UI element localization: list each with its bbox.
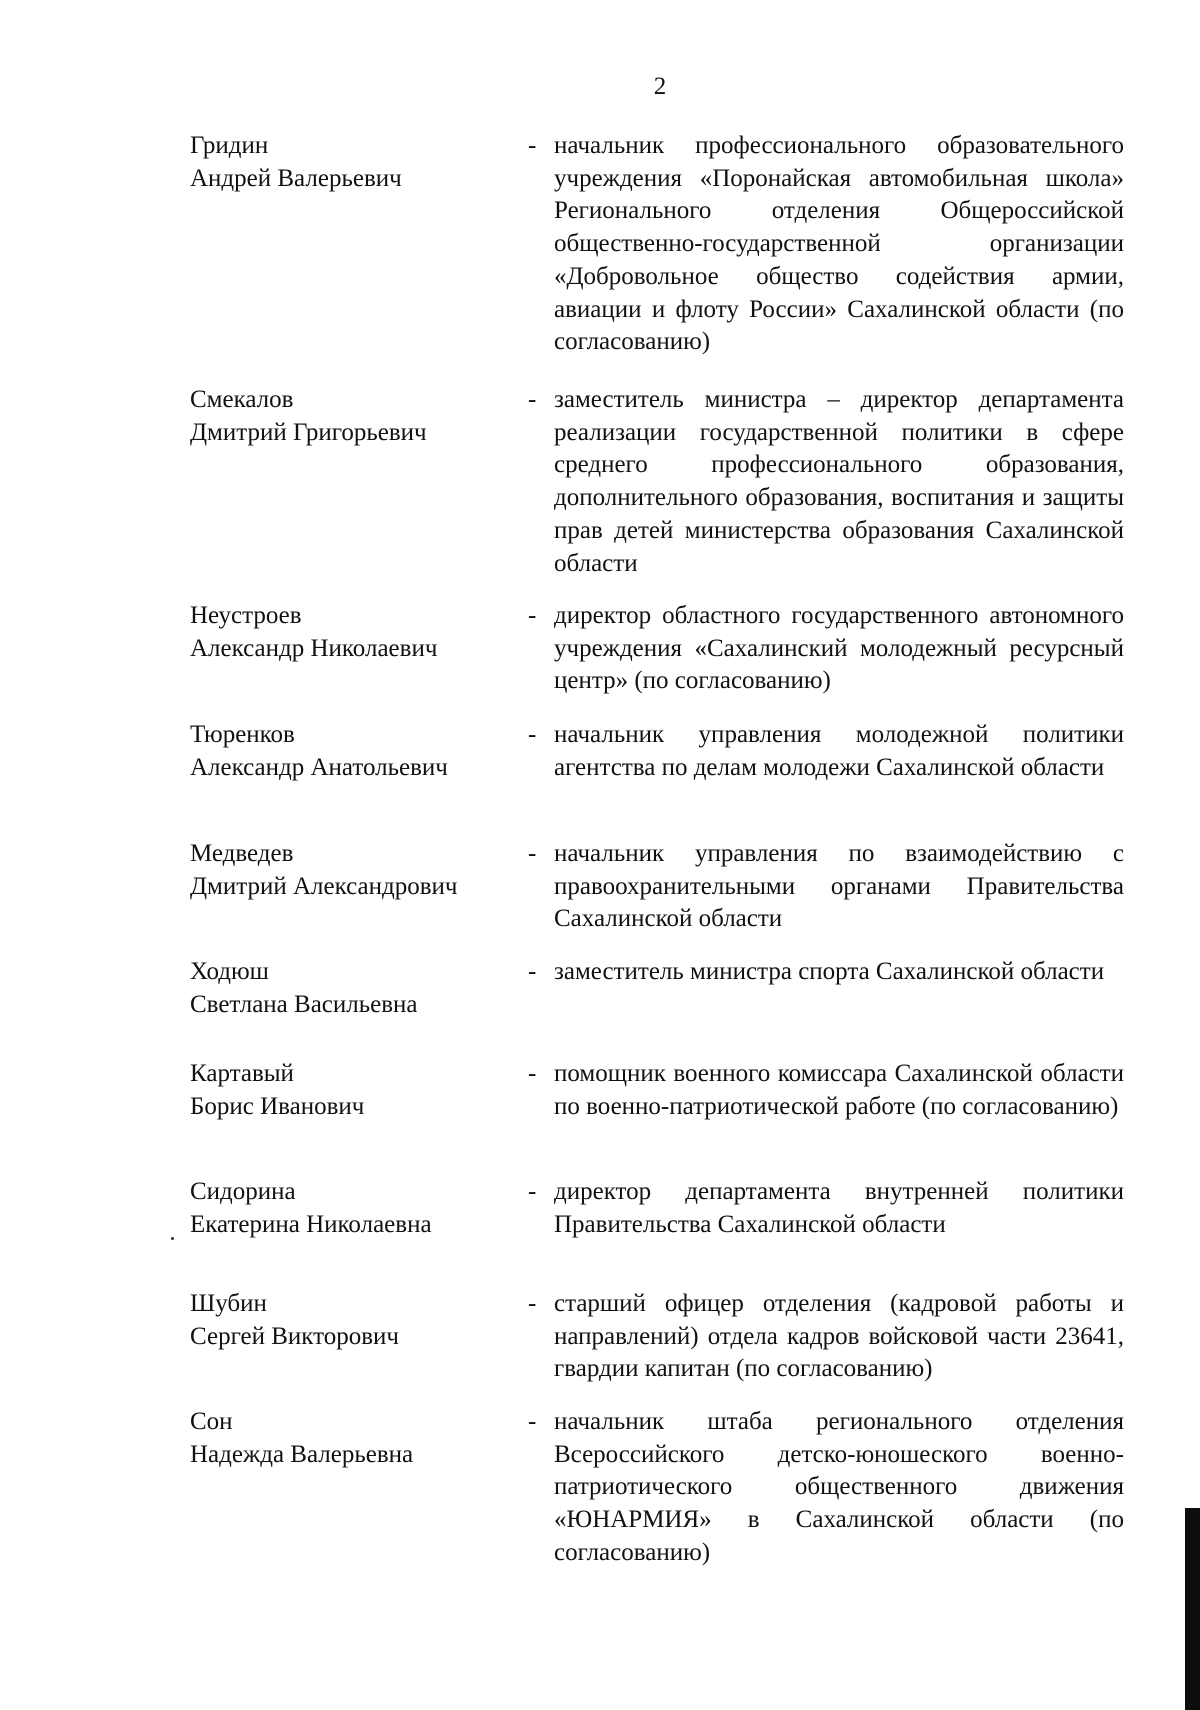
member-name — [190, 838, 520, 903]
member-given-name: Дмитрий Григорьевич — [190, 418, 427, 446]
member-position: начальник профессионального образовательного учреждения «Поронайская автомобильная школа» Регионального отделения Общероссийской общественно-государственной организации «Добровольное общество содействия армии, авиации и флоту России» Сахалинской области (по согласованию) — [554, 132, 1124, 356]
separator-dash: - — [528, 721, 537, 748]
member-position: начальник штаба регионального отделения Всероссийского детско-юношеского военно-патриотического общественного движения «ЮНАРМИЯ» в Сахалинской области (по согласованию) — [554, 1408, 1124, 1566]
member-name — [190, 384, 520, 449]
member-surname: Тюренков — [190, 721, 295, 748]
member-position: начальник управления молодежной политики агентства по делам молодежи Сахалинской области — [554, 721, 1124, 781]
member-name — [190, 719, 520, 784]
member-position: начальник управления по взаимодействию с правоохранительными органами Правительства Сахалинской области — [554, 840, 1124, 933]
member-given-name: Андрей Валерьевич — [190, 164, 402, 192]
member-position: старший офицер отделения (кадровой работы и направлений) отдела кадров войсковой части 23641, гвардии капитан (по согласованию) — [554, 1290, 1124, 1383]
member-surname: Сон — [190, 1408, 233, 1435]
separator-dash: - — [528, 1178, 537, 1205]
member-given-name: Сергей Викторович — [190, 1322, 399, 1350]
separator-dash: - — [528, 1290, 537, 1317]
member-name — [190, 956, 520, 1021]
member-position: директор областного государственного автономного учреждения «Сахалинский молодежный ресурсный центр» (по согласованию) — [554, 602, 1124, 695]
member-given-name: Александр Анатольевич — [190, 753, 448, 781]
member-given-name: Борис Иванович — [190, 1092, 365, 1120]
member-given-name: Надежда Валерьевна — [190, 1440, 414, 1468]
member-surname: Шубин — [190, 1290, 267, 1317]
member-name — [190, 1406, 520, 1471]
member-surname: Сидорина — [190, 1178, 296, 1205]
member-position: директор департамента внутренней политики Правительства Сахалинской области — [554, 1178, 1124, 1238]
separator-dash: - — [528, 1060, 537, 1087]
member-name — [190, 1176, 520, 1241]
member-name — [190, 130, 520, 195]
separator-dash: - — [528, 1408, 537, 1435]
page-number: 2 — [653, 73, 667, 100]
separator-dash: - — [528, 386, 537, 413]
member-surname: Ходюш — [190, 958, 269, 985]
member-given-name: Светлана Васильевна — [190, 990, 418, 1018]
scan-speck — [171, 1237, 174, 1240]
member-name — [190, 600, 520, 665]
separator-dash: - — [528, 958, 537, 985]
member-name — [190, 1288, 520, 1353]
scan-edge-bar — [1185, 1508, 1200, 1710]
separator-dash: - — [528, 840, 537, 867]
member-surname: Смекалов — [190, 386, 294, 413]
member-given-name: Дмитрий Александрович — [190, 872, 458, 900]
member-position: помощник военного комиссара Сахалинской области по военно-патриотической работе (по согласованию) — [554, 1060, 1124, 1120]
member-position: заместитель министра – директор департамента реализации государственной политики в сфере среднего профессионального образования, дополнительного образования, воспитания и защиты прав детей министерства образования Сахалинской области — [554, 386, 1124, 577]
member-given-name: Александр Николаевич — [190, 634, 438, 662]
member-position: заместитель министра спорта Сахалинской области — [554, 958, 1105, 985]
member-surname: Гридин — [190, 132, 269, 159]
member-surname: Неустроев — [190, 602, 302, 629]
separator-dash: - — [528, 132, 537, 159]
member-surname: Картавый — [190, 1060, 294, 1087]
member-given-name: Екатерина Николаевна — [190, 1210, 432, 1238]
member-name — [190, 1058, 520, 1123]
member-surname: Медведев — [190, 840, 294, 867]
separator-dash: - — [528, 602, 537, 629]
